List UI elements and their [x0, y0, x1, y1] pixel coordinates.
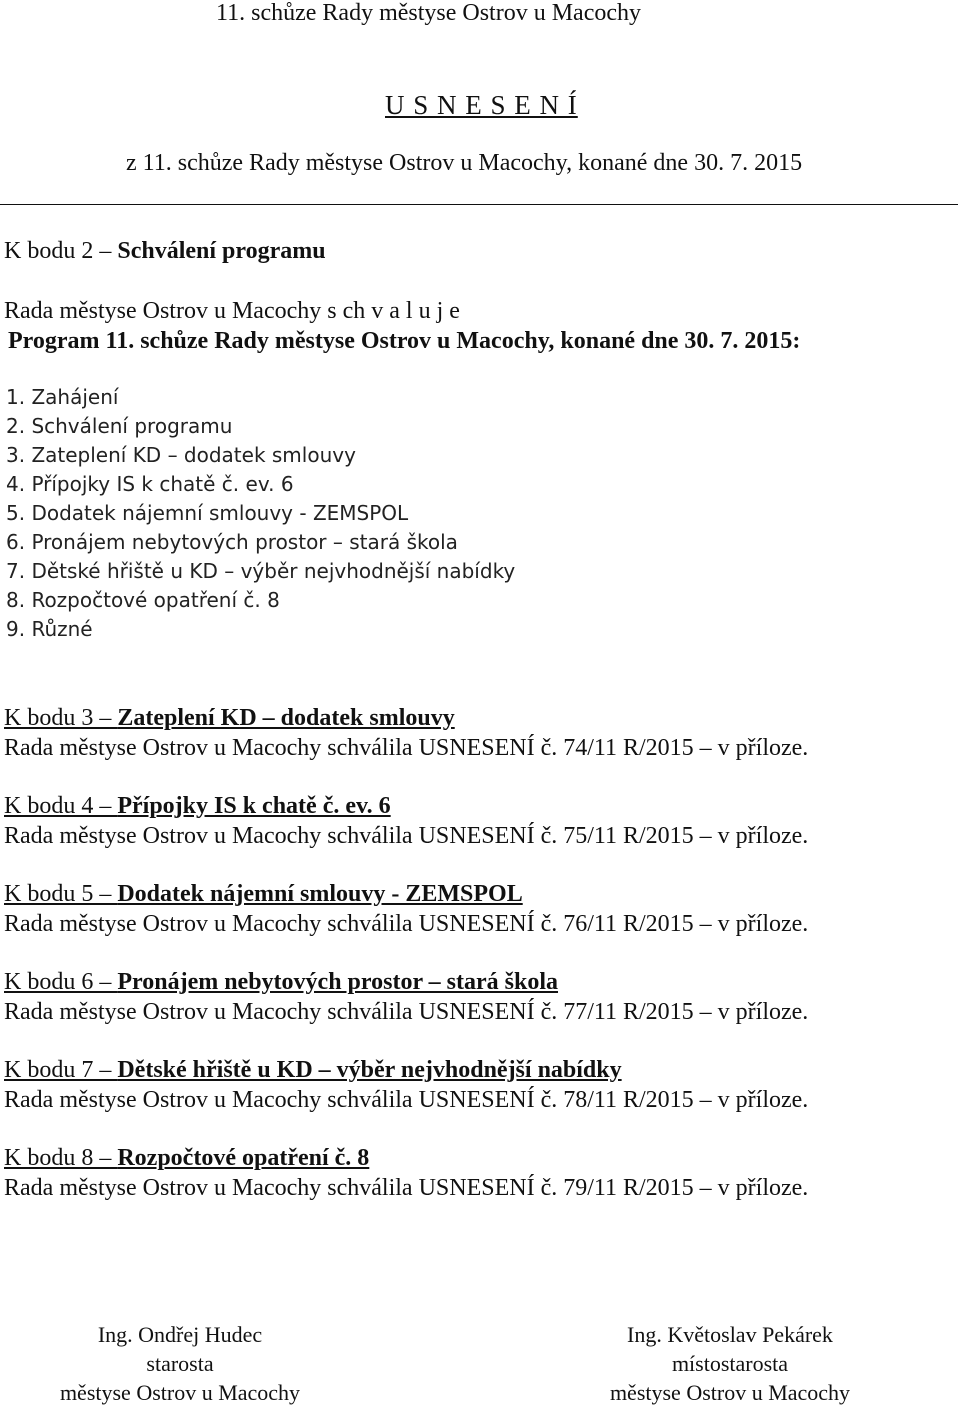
program-item: 2. Schválení programu [6, 414, 233, 438]
document-header: 11. schůze Rady městyse Ostrov u Macochy [216, 0, 642, 26]
program-item: 8. Rozpočtové opatření č. 8 [6, 588, 280, 612]
resolution-heading [4, 1145, 369, 1172]
resolution-text: Rada městyse Ostrov u Macochy schválila USNESENÍ č. 74/11 R/2015 – v příloze. [4, 735, 809, 761]
resolution-heading [4, 969, 558, 996]
resolution-title: Dětské hřiště u KD – výběr nejvhodnější nabídky [117, 1057, 622, 1083]
resolution-prefix: K bodu 5 – [4, 881, 118, 907]
resolution-prefix: K bodu 7 – [4, 1057, 118, 1083]
resolution-prefix: K bodu 4 – [4, 793, 118, 819]
resolution-text: Rada městyse Ostrov u Macochy schválila USNESENÍ č. 76/11 R/2015 – v příloze. [4, 911, 809, 937]
resolution-prefix: K bodu 8 – [4, 1145, 118, 1171]
document-subtitle: z 11. schůze Rady městyse Ostrov u Macochy, konané dne 30. 7. 2015 [126, 150, 803, 176]
program-heading: Program 11. schůze Rady městyse Ostrov u Macochy, konané dne 30. 7. 2015: [8, 328, 801, 354]
resolution-text: Rada městyse Ostrov u Macochy schválila USNESENÍ č. 75/11 R/2015 – v příloze. [4, 823, 809, 849]
resolution-heading [4, 705, 455, 732]
program-item: 6. Pronájem nebytových prostor – stará škola [6, 530, 458, 554]
resolution-title: Rozpočtové opatření č. 8 [117, 1145, 370, 1171]
signatory-name: Ing. Ondřej Hudec [97, 1322, 263, 1347]
resolution-title: Pronájem nebytových prostor – stará škola [117, 969, 559, 995]
signatory-role: místostarosta [671, 1351, 789, 1376]
program-item: 7. Dětské hřiště u KD – výběr nejvhodnější nabídky [6, 559, 516, 583]
signature-block-mayor [20, 1320, 340, 1407]
resolution-text: Rada městyse Ostrov u Macochy schválila USNESENÍ č. 78/11 R/2015 – v příloze. [4, 1087, 809, 1113]
resolution-title: Přípojky IS k chatě č. ev. 6 [117, 793, 391, 819]
signatory-name: Ing. Květoslav Pekárek [627, 1322, 833, 1347]
dash: – [99, 238, 118, 264]
program-item: 3. Zateplení KD – dodatek smlouvy [6, 443, 356, 467]
horizontal-divider [0, 204, 958, 205]
signature-block-deputy [570, 1320, 890, 1407]
signatory-role: starosta [146, 1351, 214, 1376]
section-heading: Schválení programu [117, 238, 326, 264]
program-item: 9. Různé [6, 617, 93, 641]
program-item: 5. Dodatek nájemní smlouvy - ZEMSPOL [6, 501, 409, 525]
approval-line: Rada městyse Ostrov u Macochy s ch v a l u j e [4, 298, 460, 324]
resolution-text: Rada městyse Ostrov u Macochy schválila USNESENÍ č. 79/11 R/2015 – v příloze. [4, 1175, 809, 1201]
resolution-heading [4, 1057, 622, 1084]
program-section-heading [4, 238, 326, 265]
resolution-heading [4, 793, 391, 820]
resolution-prefix: K bodu 6 – [4, 969, 118, 995]
resolution-text: Rada městyse Ostrov u Macochy schválila USNESENÍ č. 77/11 R/2015 – v příloze. [4, 999, 809, 1025]
signatory-org: městyse Ostrov u Macochy [609, 1380, 851, 1405]
resolution-heading [4, 881, 523, 908]
resolution-prefix: K bodu 3 – [4, 705, 118, 731]
resolution-title: Dodatek nájemní smlouvy - ZEMSPOL [117, 881, 523, 907]
program-item: 1. Zahájení [6, 385, 119, 409]
section-prefix: K bodu 2 [4, 238, 100, 264]
resolution-title: Zateplení KD – dodatek smlouvy [117, 705, 455, 731]
signatory-org: městyse Ostrov u Macochy [59, 1380, 301, 1405]
program-item: 4. Přípojky IS k chatě č. ev. 6 [6, 472, 294, 496]
document-title: U S N E S E N Í [385, 90, 578, 120]
